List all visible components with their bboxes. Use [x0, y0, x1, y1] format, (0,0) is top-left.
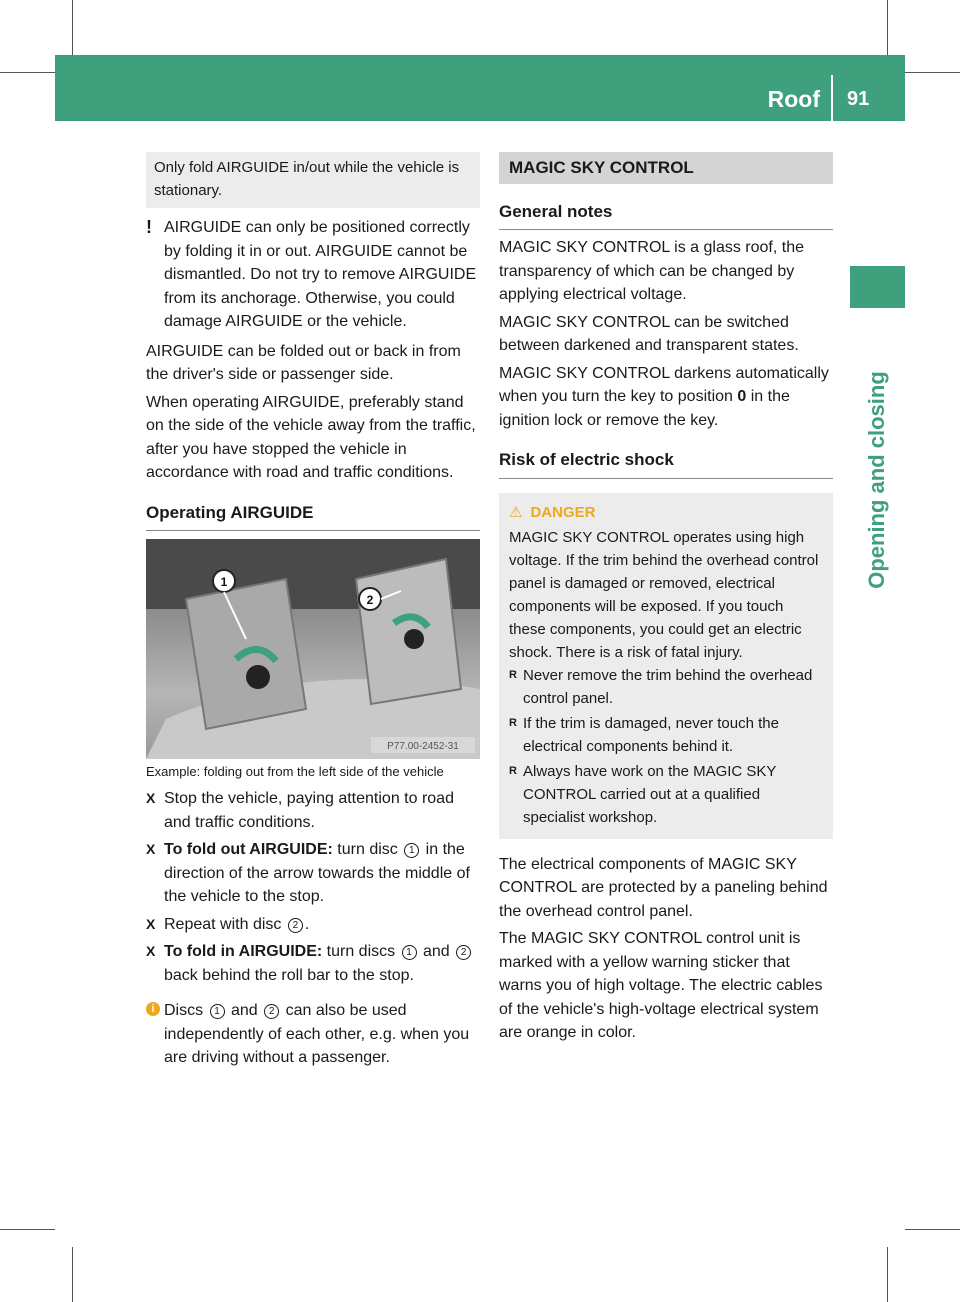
- danger-label: DANGER: [530, 503, 596, 521]
- airguide-photo-svg: [146, 539, 480, 759]
- figure-caption: Example: folding out from the left side of the vehicle: [146, 764, 444, 779]
- step-item: [146, 838, 480, 909]
- airguide-illustration: [146, 539, 480, 759]
- crop-mark: [72, 1247, 73, 1302]
- exclamation-icon: !: [146, 217, 152, 237]
- bullet-marker-icon: R: [509, 716, 517, 729]
- crop-mark: [0, 1229, 55, 1230]
- figure-code: P77.00-2452-31: [387, 741, 459, 752]
- step-text: Repeat with disc: [164, 915, 286, 933]
- paragraph: When operating AIRGUIDE, preferably stand on the side of the vehicle away from the traffic, after you have stopped the vehicle in accordance with road and traffic conditions.: [146, 393, 476, 481]
- step-bold-label: To fold out AIRGUIDE:: [164, 841, 333, 858]
- step-arrow-icon: X: [146, 841, 156, 857]
- bullet-marker-icon: R: [509, 668, 517, 681]
- crop-mark: [887, 0, 888, 55]
- step-text: .: [304, 915, 310, 933]
- danger-title: [509, 501, 823, 524]
- page-number: 91: [847, 88, 870, 110]
- danger-bullet: [509, 712, 823, 758]
- info-text: can also be used independently of each other, e.g. when you are driving without a passenger.: [164, 1002, 470, 1066]
- danger-text: MAGIC SKY CONTROL operates using high voltage. If the trim behind the overhead control panel is damaged or removed, electrical components will be exposed. If you touch these components, you could get an electric shock. There is a risk of fatal injury.: [509, 528, 819, 661]
- paragraph-text: in the ignition lock or remove the key.: [499, 388, 790, 429]
- step-bold-label: To fold in AIRGUIDE:: [164, 943, 323, 960]
- bullet-text: If the trim is damaged, never touch the electrical components behind it.: [523, 714, 779, 755]
- chapter-label: Opening and closing: [864, 371, 889, 589]
- right-column: [499, 152, 833, 1049]
- warning-triangle-icon: ⚠: [509, 503, 523, 521]
- disc-2-icon: 2: [264, 1004, 279, 1019]
- key-position: 0: [737, 388, 747, 405]
- crop-mark: [887, 1247, 888, 1302]
- step-text: turn discs: [322, 943, 400, 960]
- step-arrow-icon: X: [146, 915, 156, 932]
- crop-mark: [0, 72, 55, 73]
- section-title: Roof: [767, 86, 820, 112]
- crop-mark: [72, 0, 73, 55]
- paragraph: MAGIC SKY CONTROL is a glass roof, the transparency of which can be changed by applying electrical voltage.: [499, 239, 804, 303]
- info-icon: i: [146, 1002, 160, 1016]
- disc-1-icon: 1: [210, 1004, 225, 1019]
- disc-2-icon: 2: [288, 918, 303, 933]
- step-text: in the direction of the arrow towards the middle of the vehicle to the stop.: [164, 841, 470, 905]
- bullet-text: Always have work on the MAGIC SKY CONTROL carried out at a qualified specialist workshop.: [523, 762, 777, 826]
- step-text: back behind the roll bar to the stop.: [164, 966, 414, 984]
- warning-note: [146, 216, 480, 334]
- step-arrow-icon: X: [146, 943, 156, 959]
- step-item: [146, 913, 480, 937]
- step-arrow-icon: X: [146, 790, 156, 806]
- paragraph: The electrical components of MAGIC SKY CONTROL are protected by a paneling behind the overhead control panel.: [499, 855, 828, 920]
- subheading-general-notes: General notes: [499, 200, 833, 231]
- subheading-risk-electric-shock: Risk of electric shock: [499, 448, 833, 479]
- disc-1-icon: 1: [402, 945, 417, 960]
- bullet-text: Never remove the trim behind the overhead control panel.: [523, 666, 813, 707]
- danger-bullet: [509, 664, 823, 710]
- info-text: and: [226, 1002, 263, 1019]
- disc-2-icon: 2: [456, 945, 471, 960]
- paragraph: MAGIC SKY CONTROL can be switched between darkened and transparent states.: [499, 313, 799, 354]
- bullet-marker-icon: R: [509, 764, 517, 777]
- paragraph: The MAGIC SKY CONTROL control unit is marked with a yellow warning sticker that warns you of high voltage. The electric cables of the vehicle's high-voltage electrical system are orange in color.: [499, 930, 823, 1041]
- step-item: [146, 940, 480, 987]
- header-divider: [831, 75, 833, 121]
- disc-1-icon: 1: [404, 843, 419, 858]
- danger-bullet: [509, 760, 823, 829]
- danger-box: [499, 493, 833, 839]
- info-text: Discs: [164, 1002, 208, 1019]
- section-heading-magic-sky-control: MAGIC SKY CONTROL: [499, 152, 833, 184]
- step-text: and: [418, 943, 455, 960]
- step-item: [146, 787, 480, 834]
- crop-mark: [905, 1229, 960, 1230]
- info-note: [146, 999, 480, 1070]
- paragraph: [499, 362, 833, 433]
- subheading-operating-airguide: Operating AIRGUIDE: [146, 501, 480, 532]
- chapter-tab: [850, 266, 905, 308]
- step-text: Stop the vehicle, paying attention to road and traffic conditions.: [164, 790, 454, 831]
- crop-mark: [905, 72, 960, 73]
- figure-marker-2: 2: [366, 593, 374, 607]
- left-column: [146, 152, 480, 1070]
- step-text: turn disc: [332, 841, 403, 858]
- note-box: Only fold AIRGUIDE in/out while the vehicle is stationary.: [146, 152, 480, 208]
- warning-text: AIRGUIDE can only be positioned correctly by folding it in or out. AIRGUIDE cannot be dismantled. Do not try to remove AIRGUIDE from its anchorage. Otherwise, you could damage AIRGUIDE or the vehicle.: [164, 219, 477, 330]
- figure-marker-1: 1: [220, 575, 228, 589]
- paragraph: AIRGUIDE can be folded out or back in from the driver's side or passenger side.: [146, 342, 461, 383]
- paragraph-text: MAGIC SKY CONTROL darkens automatically when you turn the key to position: [499, 364, 829, 405]
